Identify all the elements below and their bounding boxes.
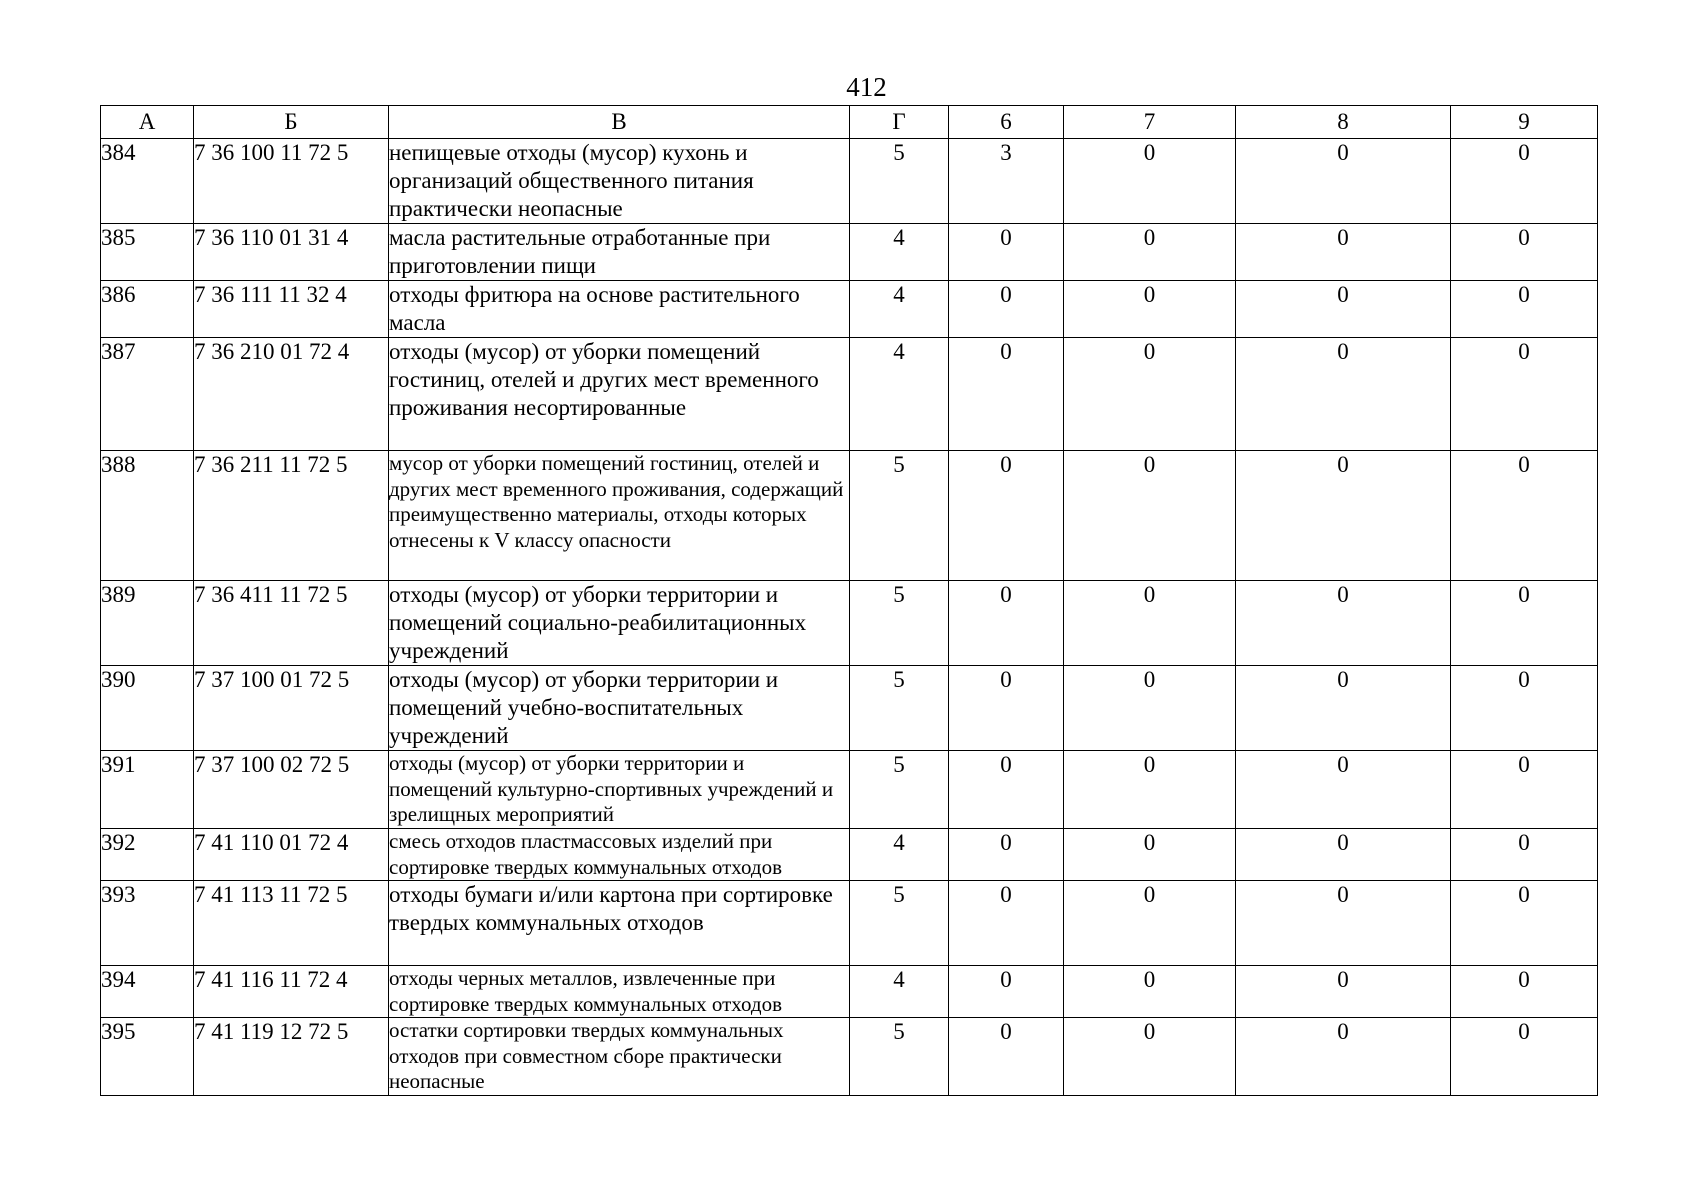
table-row bbox=[101, 1018, 1598, 1096]
value-col-6: 0 bbox=[949, 1018, 1064, 1096]
table-row bbox=[101, 751, 1598, 829]
row-number: 392 bbox=[101, 829, 194, 881]
value-col-9: 0 bbox=[1451, 666, 1598, 751]
value-col-8: 0 bbox=[1236, 139, 1451, 224]
hazard-class: 4 bbox=[850, 338, 949, 451]
row-number: 394 bbox=[101, 966, 194, 1018]
waste-code: 7 41 119 12 72 5 bbox=[194, 1018, 389, 1096]
value-col-8: 0 bbox=[1236, 451, 1451, 581]
row-number: 393 bbox=[101, 881, 194, 966]
table-header-row bbox=[101, 106, 1598, 139]
table-row bbox=[101, 666, 1598, 751]
table-row bbox=[101, 829, 1598, 881]
waste-name: мусор от уборки помещений гостиниц, отелей и других мест временного проживания, содержащий преимущественно материалы, отходы которых отнесены к V классу опасности bbox=[389, 451, 850, 581]
value-col-9: 0 bbox=[1451, 338, 1598, 451]
waste-name: остатки сортировки твердых коммунальных отходов при совместном сборе практически неопасные bbox=[389, 1018, 850, 1096]
value-col-6: 0 bbox=[949, 338, 1064, 451]
value-col-9: 0 bbox=[1451, 139, 1598, 224]
page-number: 412 bbox=[846, 72, 887, 102]
row-number: 386 bbox=[101, 281, 194, 338]
value-col-7: 0 bbox=[1064, 966, 1236, 1018]
waste-code: 7 37 100 02 72 5 bbox=[194, 751, 389, 829]
table-row bbox=[101, 281, 1598, 338]
hazard-class: 5 bbox=[850, 751, 949, 829]
table-row bbox=[101, 338, 1598, 451]
waste-code: 7 36 100 11 72 5 bbox=[194, 139, 389, 224]
hazard-class: 5 bbox=[850, 139, 949, 224]
value-col-8: 0 bbox=[1236, 281, 1451, 338]
value-col-7: 0 bbox=[1064, 338, 1236, 451]
value-col-9: 0 bbox=[1451, 966, 1598, 1018]
value-col-7: 0 bbox=[1064, 281, 1236, 338]
waste-code: 7 41 116 11 72 4 bbox=[194, 966, 389, 1018]
hazard-class: 5 bbox=[850, 881, 949, 966]
header-col-9: 9 bbox=[1451, 106, 1598, 139]
value-col-7: 0 bbox=[1064, 881, 1236, 966]
header-col-7: 7 bbox=[1064, 106, 1236, 139]
table-row bbox=[101, 139, 1598, 224]
value-col-6: 0 bbox=[949, 451, 1064, 581]
value-col-7: 0 bbox=[1064, 751, 1236, 829]
header-col-v: В bbox=[389, 106, 850, 139]
value-col-8: 0 bbox=[1236, 966, 1451, 1018]
row-number: 391 bbox=[101, 751, 194, 829]
row-number: 390 bbox=[101, 666, 194, 751]
value-col-8: 0 bbox=[1236, 338, 1451, 451]
value-col-6: 0 bbox=[949, 281, 1064, 338]
value-col-9: 0 bbox=[1451, 881, 1598, 966]
value-col-7: 0 bbox=[1064, 666, 1236, 751]
value-col-9: 0 bbox=[1451, 751, 1598, 829]
value-col-7: 0 bbox=[1064, 1018, 1236, 1096]
value-col-8: 0 bbox=[1236, 581, 1451, 666]
value-col-6: 0 bbox=[949, 666, 1064, 751]
waste-name: смесь отходов пластмассовых изделий при сортировке твердых коммунальных отходов bbox=[389, 829, 850, 881]
table-row bbox=[101, 581, 1598, 666]
value-col-9: 0 bbox=[1451, 829, 1598, 881]
waste-code: 7 41 110 01 72 4 bbox=[194, 829, 389, 881]
value-col-9: 0 bbox=[1451, 581, 1598, 666]
row-number: 389 bbox=[101, 581, 194, 666]
value-col-7: 0 bbox=[1064, 581, 1236, 666]
value-col-7: 0 bbox=[1064, 829, 1236, 881]
waste-code: 7 36 210 01 72 4 bbox=[194, 338, 389, 451]
hazard-class: 4 bbox=[850, 281, 949, 338]
row-number: 387 bbox=[101, 338, 194, 451]
value-col-6: 0 bbox=[949, 224, 1064, 281]
waste-name: отходы (мусор) от уборки территории и помещений культурно-спортивных учреждений и зрелищных мероприятий bbox=[389, 751, 850, 829]
header-col-a: А bbox=[101, 106, 194, 139]
value-col-8: 0 bbox=[1236, 1018, 1451, 1096]
hazard-class: 4 bbox=[850, 224, 949, 281]
value-col-7: 0 bbox=[1064, 224, 1236, 281]
row-number: 385 bbox=[101, 224, 194, 281]
value-col-8: 0 bbox=[1236, 666, 1451, 751]
table-row bbox=[101, 966, 1598, 1018]
hazard-class: 5 bbox=[850, 581, 949, 666]
header-col-b: Б bbox=[194, 106, 389, 139]
row-number: 384 bbox=[101, 139, 194, 224]
waste-name: отходы (мусор) от уборки территории и помещений учебно-воспитательных учреждений bbox=[389, 666, 850, 751]
value-col-8: 0 bbox=[1236, 224, 1451, 281]
waste-name: отходы бумаги и/или картона при сортировке твердых коммунальных отходов bbox=[389, 881, 850, 966]
waste-name: отходы (мусор) от уборки помещений гостиниц, отелей и других мест временного проживания несортированные bbox=[389, 338, 850, 451]
value-col-9: 0 bbox=[1451, 451, 1598, 581]
value-col-6: 0 bbox=[949, 751, 1064, 829]
waste-name: отходы черных металлов, извлеченные при сортировке твердых коммунальных отходов bbox=[389, 966, 850, 1018]
value-col-8: 0 bbox=[1236, 751, 1451, 829]
value-col-6: 0 bbox=[949, 829, 1064, 881]
hazard-class: 5 bbox=[850, 666, 949, 751]
waste-name: отходы фритюра на основе растительного масла bbox=[389, 281, 850, 338]
waste-name: отходы (мусор) от уборки территории и помещений социально-реабилитационных учреждений bbox=[389, 581, 850, 666]
hazard-class: 5 bbox=[850, 1018, 949, 1096]
hazard-class: 4 bbox=[850, 966, 949, 1018]
table-row bbox=[101, 881, 1598, 966]
table-row bbox=[101, 451, 1598, 581]
waste-code: 7 41 113 11 72 5 bbox=[194, 881, 389, 966]
value-col-6: 0 bbox=[949, 966, 1064, 1018]
waste-code: 7 36 110 01 31 4 bbox=[194, 224, 389, 281]
waste-code: 7 36 411 11 72 5 bbox=[194, 581, 389, 666]
value-col-9: 0 bbox=[1451, 1018, 1598, 1096]
value-col-6: 0 bbox=[949, 881, 1064, 966]
waste-name: непищевые отходы (мусор) кухонь и организаций общественного питания практически неопасные bbox=[389, 139, 850, 224]
value-col-8: 0 bbox=[1236, 829, 1451, 881]
header-col-8: 8 bbox=[1236, 106, 1451, 139]
row-number: 388 bbox=[101, 451, 194, 581]
value-col-9: 0 bbox=[1451, 224, 1598, 281]
value-col-7: 0 bbox=[1064, 139, 1236, 224]
waste-code: 7 37 100 01 72 5 bbox=[194, 666, 389, 751]
header-col-g: Г bbox=[850, 106, 949, 139]
table-row bbox=[101, 224, 1598, 281]
header-col-6: 6 bbox=[949, 106, 1064, 139]
value-col-8: 0 bbox=[1236, 881, 1451, 966]
row-number: 395 bbox=[101, 1018, 194, 1096]
hazard-class: 5 bbox=[850, 451, 949, 581]
waste-code: 7 36 211 11 72 5 bbox=[194, 451, 389, 581]
waste-registry-table bbox=[100, 105, 1598, 1096]
waste-code: 7 36 111 11 32 4 bbox=[194, 281, 389, 338]
hazard-class: 4 bbox=[850, 829, 949, 881]
value-col-6: 0 bbox=[949, 581, 1064, 666]
value-col-9: 0 bbox=[1451, 281, 1598, 338]
value-col-7: 0 bbox=[1064, 451, 1236, 581]
waste-name: масла растительные отработанные при приготовлении пищи bbox=[389, 224, 850, 281]
value-col-6: 3 bbox=[949, 139, 1064, 224]
